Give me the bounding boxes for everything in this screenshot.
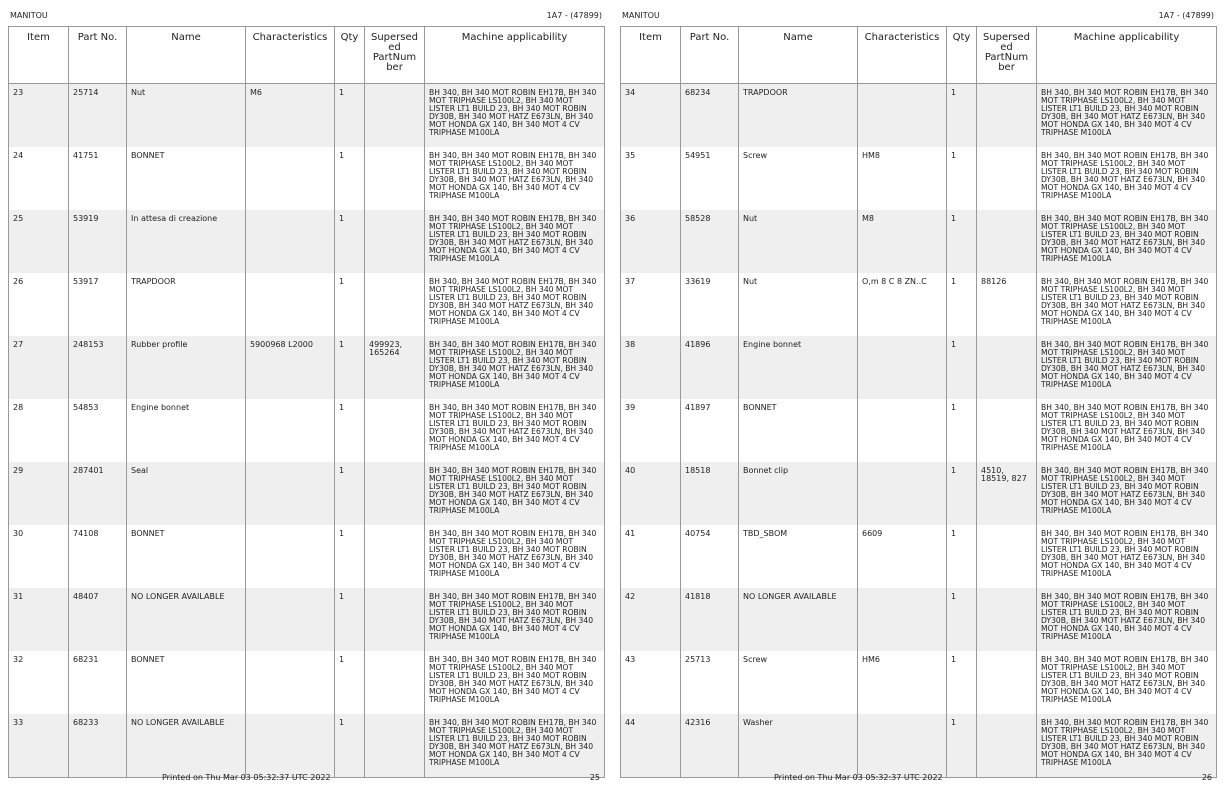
cell-superseded xyxy=(365,651,425,714)
cell-name: Nut xyxy=(127,84,246,148)
cell-part-no: 58528 xyxy=(681,210,739,273)
cell-name: Engine bonnet xyxy=(739,336,858,399)
cell-qty: 1 xyxy=(335,84,365,148)
table-row xyxy=(9,525,605,588)
column-header-applicability: Machine applicability xyxy=(425,27,605,84)
table-row xyxy=(9,714,605,778)
cell-characteristics xyxy=(858,714,947,778)
cell-part-no: 54951 xyxy=(681,147,739,210)
cell-applicability: BH 340, BH 340 MOT ROBIN EH17B, BH 340 MOT TRIPHASE LS100L2, BH 340 MOT LISTER LT1 BUILD 23, BH 340 MOT ROBIN DY30B, BH 340 MOT HATZ E673LN, BH 340 MOT HONDA GX 140, BH 340 MOT 4 CV TRIPHASE M100LA xyxy=(1037,588,1217,651)
cell-characteristics xyxy=(858,336,947,399)
table-row xyxy=(9,651,605,714)
cell-applicability: BH 340, BH 340 MOT ROBIN EH17B, BH 340 MOT TRIPHASE LS100L2, BH 340 MOT LISTER LT1 BUILD 23, BH 340 MOT ROBIN DY30B, BH 340 MOT HATZ E673LN, BH 340 MOT HONDA GX 140, BH 340 MOT 4 CV TRIPHASE M100LA xyxy=(425,399,605,462)
cell-item: 29 xyxy=(9,462,69,525)
cell-characteristics xyxy=(246,462,335,525)
cell-superseded xyxy=(365,210,425,273)
cell-superseded xyxy=(977,588,1037,651)
table-header-row xyxy=(621,27,1217,84)
cell-applicability: BH 340, BH 340 MOT ROBIN EH17B, BH 340 MOT TRIPHASE LS100L2, BH 340 MOT LISTER LT1 BUILD 23, BH 340 MOT ROBIN DY30B, BH 340 MOT HATZ E673LN, BH 340 MOT HONDA GX 140, BH 340 MOT 4 CV TRIPHASE M100LA xyxy=(1037,273,1217,336)
table-row xyxy=(9,399,605,462)
cell-characteristics xyxy=(858,588,947,651)
cell-applicability: BH 340, BH 340 MOT ROBIN EH17B, BH 340 MOT TRIPHASE LS100L2, BH 340 MOT LISTER LT1 BUILD 23, BH 340 MOT ROBIN DY30B, BH 340 MOT HATZ E673LN, BH 340 MOT HONDA GX 140, BH 340 MOT 4 CV TRIPHASE M100LA xyxy=(1037,84,1217,148)
cell-applicability: BH 340, BH 340 MOT ROBIN EH17B, BH 340 MOT TRIPHASE LS100L2, BH 340 MOT LISTER LT1 BUILD 23, BH 340 MOT ROBIN DY30B, BH 340 MOT HATZ E673LN, BH 340 MOT HONDA GX 140, BH 340 MOT 4 CV TRIPHASE M100LA xyxy=(425,147,605,210)
table-row xyxy=(9,462,605,525)
cell-applicability: BH 340, BH 340 MOT ROBIN EH17B, BH 340 MOT TRIPHASE LS100L2, BH 340 MOT LISTER LT1 BUILD 23, BH 340 MOT ROBIN DY30B, BH 340 MOT HATZ E673LN, BH 340 MOT HONDA GX 140, BH 340 MOT 4 CV TRIPHASE M100LA xyxy=(425,588,605,651)
cell-superseded xyxy=(977,651,1037,714)
cell-superseded xyxy=(977,399,1037,462)
cell-qty: 1 xyxy=(947,714,977,778)
cell-applicability: BH 340, BH 340 MOT ROBIN EH17B, BH 340 MOT TRIPHASE LS100L2, BH 340 MOT LISTER LT1 BUILD 23, BH 340 MOT ROBIN DY30B, BH 340 MOT HATZ E673LN, BH 340 MOT HONDA GX 140, BH 340 MOT 4 CV TRIPHASE M100LA xyxy=(1037,462,1217,525)
cell-applicability: BH 340, BH 340 MOT ROBIN EH17B, BH 340 MOT TRIPHASE LS100L2, BH 340 MOT LISTER LT1 BUILD 23, BH 340 MOT ROBIN DY30B, BH 340 MOT HATZ E673LN, BH 340 MOT HONDA GX 140, BH 340 MOT 4 CV TRIPHASE M100LA xyxy=(425,651,605,714)
cell-name: BONNET xyxy=(127,651,246,714)
cell-part-no: 48407 xyxy=(69,588,127,651)
cell-item: 40 xyxy=(621,462,681,525)
cell-item: 23 xyxy=(9,84,69,148)
cell-applicability: BH 340, BH 340 MOT ROBIN EH17B, BH 340 MOT TRIPHASE LS100L2, BH 340 MOT LISTER LT1 BUILD 23, BH 340 MOT ROBIN DY30B, BH 340 MOT HATZ E673LN, BH 340 MOT HONDA GX 140, BH 340 MOT 4 CV TRIPHASE M100LA xyxy=(425,84,605,148)
page-footer xyxy=(8,773,604,783)
cell-characteristics xyxy=(246,588,335,651)
cell-qty: 1 xyxy=(947,651,977,714)
cell-characteristics xyxy=(858,399,947,462)
table-row xyxy=(621,462,1217,525)
document-code: 1A7 - (47899) xyxy=(546,11,602,20)
cell-applicability: BH 340, BH 340 MOT ROBIN EH17B, BH 340 MOT TRIPHASE LS100L2, BH 340 MOT LISTER LT1 BUILD 23, BH 340 MOT ROBIN DY30B, BH 340 MOT HATZ E673LN, BH 340 MOT HONDA GX 140, BH 340 MOT 4 CV TRIPHASE M100LA xyxy=(425,336,605,399)
table-row xyxy=(621,525,1217,588)
cell-item: 31 xyxy=(9,588,69,651)
cell-characteristics: O,m 8 C 8 ZN..C xyxy=(858,273,947,336)
cell-characteristics xyxy=(246,210,335,273)
table-row xyxy=(621,336,1217,399)
cell-part-no: 53919 xyxy=(69,210,127,273)
cell-qty: 1 xyxy=(947,147,977,210)
page-right xyxy=(620,0,1216,792)
cell-qty: 1 xyxy=(947,588,977,651)
cell-item: 27 xyxy=(9,336,69,399)
cell-superseded xyxy=(365,399,425,462)
page-number: 25 xyxy=(589,773,600,782)
cell-characteristics: HM6 xyxy=(858,651,947,714)
cell-superseded: 4510, 18519, 827 xyxy=(977,462,1037,525)
column-header-characteristics: Characteristics xyxy=(246,27,335,84)
table-row xyxy=(621,210,1217,273)
printed-timestamp: Printed on Thu Mar 03 05:32:37 UTC 2022 xyxy=(162,773,331,782)
table-row xyxy=(621,714,1217,778)
cell-characteristics: 6609 xyxy=(858,525,947,588)
cell-applicability: BH 340, BH 340 MOT ROBIN EH17B, BH 340 MOT TRIPHASE LS100L2, BH 340 MOT LISTER LT1 BUILD 23, BH 340 MOT ROBIN DY30B, BH 340 MOT HATZ E673LN, BH 340 MOT HONDA GX 140, BH 340 MOT 4 CV TRIPHASE M100LA xyxy=(425,714,605,778)
cell-name: Seal xyxy=(127,462,246,525)
cell-characteristics xyxy=(246,399,335,462)
cell-item: 39 xyxy=(621,399,681,462)
cell-part-no: 41896 xyxy=(681,336,739,399)
cell-name: Nut xyxy=(739,210,858,273)
cell-name: Engine bonnet xyxy=(127,399,246,462)
cell-applicability: BH 340, BH 340 MOT ROBIN EH17B, BH 340 MOT TRIPHASE LS100L2, BH 340 MOT LISTER LT1 BUILD 23, BH 340 MOT ROBIN DY30B, BH 340 MOT HATZ E673LN, BH 340 MOT HONDA GX 140, BH 340 MOT 4 CV TRIPHASE M100LA xyxy=(1037,525,1217,588)
cell-item: 28 xyxy=(9,399,69,462)
column-header-qty: Qty xyxy=(335,27,365,84)
cell-part-no: 25714 xyxy=(69,84,127,148)
cell-name: TBD_SBOM xyxy=(739,525,858,588)
cell-qty: 1 xyxy=(947,84,977,148)
cell-name: NO LONGER AVAILABLE xyxy=(739,588,858,651)
cell-characteristics: M8 xyxy=(858,210,947,273)
cell-name: Washer xyxy=(739,714,858,778)
cell-name: NO LONGER AVAILABLE xyxy=(127,588,246,651)
cell-item: 30 xyxy=(9,525,69,588)
cell-applicability: BH 340, BH 340 MOT ROBIN EH17B, BH 340 MOT TRIPHASE LS100L2, BH 340 MOT LISTER LT1 BUILD 23, BH 340 MOT ROBIN DY30B, BH 340 MOT HATZ E673LN, BH 340 MOT HONDA GX 140, BH 340 MOT 4 CV TRIPHASE M100LA xyxy=(1037,651,1217,714)
cell-item: 33 xyxy=(9,714,69,778)
cell-qty: 1 xyxy=(947,399,977,462)
cell-item: 34 xyxy=(621,84,681,148)
cell-part-no: 18518 xyxy=(681,462,739,525)
cell-applicability: BH 340, BH 340 MOT ROBIN EH17B, BH 340 MOT TRIPHASE LS100L2, BH 340 MOT LISTER LT1 BUILD 23, BH 340 MOT ROBIN DY30B, BH 340 MOT HATZ E673LN, BH 340 MOT HONDA GX 140, BH 340 MOT 4 CV TRIPHASE M100LA xyxy=(425,273,605,336)
cell-part-no: 248153 xyxy=(69,336,127,399)
cell-name: Rubber profile xyxy=(127,336,246,399)
cell-characteristics xyxy=(246,147,335,210)
cell-part-no: 41751 xyxy=(69,147,127,210)
column-header-superseded: Supersed ed PartNum ber xyxy=(365,27,425,84)
cell-qty: 1 xyxy=(947,525,977,588)
cell-part-no: 41818 xyxy=(681,588,739,651)
cell-superseded xyxy=(365,147,425,210)
cell-characteristics: HM8 xyxy=(858,147,947,210)
cell-part-no: 42316 xyxy=(681,714,739,778)
cell-characteristics xyxy=(246,714,335,778)
column-header-name: Name xyxy=(127,27,246,84)
table-row xyxy=(9,273,605,336)
cell-superseded xyxy=(365,462,425,525)
cell-qty: 1 xyxy=(335,147,365,210)
cell-superseded xyxy=(977,525,1037,588)
cell-item: 32 xyxy=(9,651,69,714)
column-header-item: Item xyxy=(621,27,681,84)
cell-superseded xyxy=(977,336,1037,399)
cell-name: Nut xyxy=(739,273,858,336)
cell-part-no: 25713 xyxy=(681,651,739,714)
cell-characteristics xyxy=(858,84,947,148)
table-row xyxy=(621,399,1217,462)
cell-item: 44 xyxy=(621,714,681,778)
cell-superseded xyxy=(365,273,425,336)
cell-part-no: 74108 xyxy=(69,525,127,588)
column-header-part-no: Part No. xyxy=(69,27,127,84)
cell-qty: 1 xyxy=(335,714,365,778)
column-header-qty: Qty xyxy=(947,27,977,84)
cell-superseded xyxy=(365,84,425,148)
cell-qty: 1 xyxy=(335,336,365,399)
cell-qty: 1 xyxy=(335,399,365,462)
column-header-part-no: Part No. xyxy=(681,27,739,84)
brand-name: MANITOU xyxy=(10,11,48,20)
cell-item: 42 xyxy=(621,588,681,651)
cell-part-no: 68233 xyxy=(69,714,127,778)
document-code: 1A7 - (47899) xyxy=(1158,11,1214,20)
cell-applicability: BH 340, BH 340 MOT ROBIN EH17B, BH 340 MOT TRIPHASE LS100L2, BH 340 MOT LISTER LT1 BUILD 23, BH 340 MOT ROBIN DY30B, BH 340 MOT HATZ E673LN, BH 340 MOT HONDA GX 140, BH 340 MOT 4 CV TRIPHASE M100LA xyxy=(1037,147,1217,210)
cell-part-no: 54853 xyxy=(69,399,127,462)
table-row xyxy=(621,588,1217,651)
cell-superseded xyxy=(365,714,425,778)
cell-name: NO LONGER AVAILABLE xyxy=(127,714,246,778)
brand-name: MANITOU xyxy=(622,11,660,20)
cell-item: 24 xyxy=(9,147,69,210)
cell-item: 41 xyxy=(621,525,681,588)
cell-applicability: BH 340, BH 340 MOT ROBIN EH17B, BH 340 MOT TRIPHASE LS100L2, BH 340 MOT LISTER LT1 BUILD 23, BH 340 MOT ROBIN DY30B, BH 340 MOT HATZ E673LN, BH 340 MOT HONDA GX 140, BH 340 MOT 4 CV TRIPHASE M100LA xyxy=(1037,210,1217,273)
cell-qty: 1 xyxy=(335,651,365,714)
cell-superseded: 499923, 165264 xyxy=(365,336,425,399)
page-footer xyxy=(620,773,1216,783)
page-header xyxy=(620,11,1216,21)
cell-superseded: 88126 xyxy=(977,273,1037,336)
cell-item: 35 xyxy=(621,147,681,210)
cell-name: TRAPDOOR xyxy=(739,84,858,148)
cell-part-no: 40754 xyxy=(681,525,739,588)
cell-qty: 1 xyxy=(335,588,365,651)
cell-name: BONNET xyxy=(127,525,246,588)
cell-superseded xyxy=(977,210,1037,273)
printed-timestamp: Printed on Thu Mar 03 05:32:37 UTC 2022 xyxy=(774,773,943,782)
cell-characteristics: M6 xyxy=(246,84,335,148)
cell-name: Screw xyxy=(739,147,858,210)
cell-superseded xyxy=(365,588,425,651)
cell-part-no: 68234 xyxy=(681,84,739,148)
cell-part-no: 33619 xyxy=(681,273,739,336)
cell-qty: 1 xyxy=(335,462,365,525)
cell-qty: 1 xyxy=(947,210,977,273)
table-row xyxy=(621,147,1217,210)
page-header xyxy=(8,11,604,21)
cell-applicability: BH 340, BH 340 MOT ROBIN EH17B, BH 340 MOT TRIPHASE LS100L2, BH 340 MOT LISTER LT1 BUILD 23, BH 340 MOT ROBIN DY30B, BH 340 MOT HATZ E673LN, BH 340 MOT HONDA GX 140, BH 340 MOT 4 CV TRIPHASE M100LA xyxy=(425,525,605,588)
cell-name: In attesa di creazione xyxy=(127,210,246,273)
cell-qty: 1 xyxy=(335,525,365,588)
cell-name: Screw xyxy=(739,651,858,714)
cell-superseded xyxy=(977,147,1037,210)
column-header-item: Item xyxy=(9,27,69,84)
table-row xyxy=(9,210,605,273)
cell-applicability: BH 340, BH 340 MOT ROBIN EH17B, BH 340 MOT TRIPHASE LS100L2, BH 340 MOT LISTER LT1 BUILD 23, BH 340 MOT ROBIN DY30B, BH 340 MOT HATZ E673LN, BH 340 MOT HONDA GX 140, BH 340 MOT 4 CV TRIPHASE M100LA xyxy=(425,462,605,525)
cell-characteristics: 5900968 L2000 xyxy=(246,336,335,399)
cell-item: 36 xyxy=(621,210,681,273)
table-header-row xyxy=(9,27,605,84)
table-row xyxy=(9,588,605,651)
cell-item: 43 xyxy=(621,651,681,714)
page-left xyxy=(8,0,604,792)
page-number: 26 xyxy=(1201,773,1212,782)
table-row xyxy=(9,336,605,399)
cell-applicability: BH 340, BH 340 MOT ROBIN EH17B, BH 340 MOT TRIPHASE LS100L2, BH 340 MOT LISTER LT1 BUILD 23, BH 340 MOT ROBIN DY30B, BH 340 MOT HATZ E673LN, BH 340 MOT HONDA GX 140, BH 340 MOT 4 CV TRIPHASE M100LA xyxy=(1037,714,1217,778)
parts-table xyxy=(620,26,1217,778)
cell-superseded xyxy=(977,84,1037,148)
cell-applicability: BH 340, BH 340 MOT ROBIN EH17B, BH 340 MOT TRIPHASE LS100L2, BH 340 MOT LISTER LT1 BUILD 23, BH 340 MOT ROBIN DY30B, BH 340 MOT HATZ E673LN, BH 340 MOT HONDA GX 140, BH 340 MOT 4 CV TRIPHASE M100LA xyxy=(425,210,605,273)
cell-item: 37 xyxy=(621,273,681,336)
cell-item: 25 xyxy=(9,210,69,273)
cell-item: 38 xyxy=(621,336,681,399)
table-row xyxy=(621,651,1217,714)
cell-characteristics xyxy=(858,462,947,525)
column-header-applicability: Machine applicability xyxy=(1037,27,1217,84)
cell-qty: 1 xyxy=(335,210,365,273)
cell-part-no: 41897 xyxy=(681,399,739,462)
column-header-name: Name xyxy=(739,27,858,84)
table-row xyxy=(621,273,1217,336)
column-header-characteristics: Characteristics xyxy=(858,27,947,84)
cell-applicability: BH 340, BH 340 MOT ROBIN EH17B, BH 340 MOT TRIPHASE LS100L2, BH 340 MOT LISTER LT1 BUILD 23, BH 340 MOT ROBIN DY30B, BH 340 MOT HATZ E673LN, BH 340 MOT HONDA GX 140, BH 340 MOT 4 CV TRIPHASE M100LA xyxy=(1037,399,1217,462)
cell-item: 26 xyxy=(9,273,69,336)
cell-qty: 1 xyxy=(947,273,977,336)
cell-name: TRAPDOOR xyxy=(127,273,246,336)
cell-characteristics xyxy=(246,273,335,336)
cell-qty: 1 xyxy=(947,462,977,525)
cell-part-no: 53917 xyxy=(69,273,127,336)
cell-name: BONNET xyxy=(739,399,858,462)
cell-applicability: BH 340, BH 340 MOT ROBIN EH17B, BH 340 MOT TRIPHASE LS100L2, BH 340 MOT LISTER LT1 BUILD 23, BH 340 MOT ROBIN DY30B, BH 340 MOT HATZ E673LN, BH 340 MOT HONDA GX 140, BH 340 MOT 4 CV TRIPHASE M100LA xyxy=(1037,336,1217,399)
cell-part-no: 287401 xyxy=(69,462,127,525)
table-row xyxy=(621,84,1217,148)
parts-table xyxy=(8,26,605,778)
cell-qty: 1 xyxy=(335,273,365,336)
cell-characteristics xyxy=(246,525,335,588)
column-header-superseded: Supersed ed PartNum ber xyxy=(977,27,1037,84)
cell-characteristics xyxy=(246,651,335,714)
cell-superseded xyxy=(365,525,425,588)
cell-name: BONNET xyxy=(127,147,246,210)
table-row xyxy=(9,84,605,148)
table-row xyxy=(9,147,605,210)
cell-name: Bonnet clip xyxy=(739,462,858,525)
cell-part-no: 68231 xyxy=(69,651,127,714)
cell-qty: 1 xyxy=(947,336,977,399)
cell-superseded xyxy=(977,714,1037,778)
